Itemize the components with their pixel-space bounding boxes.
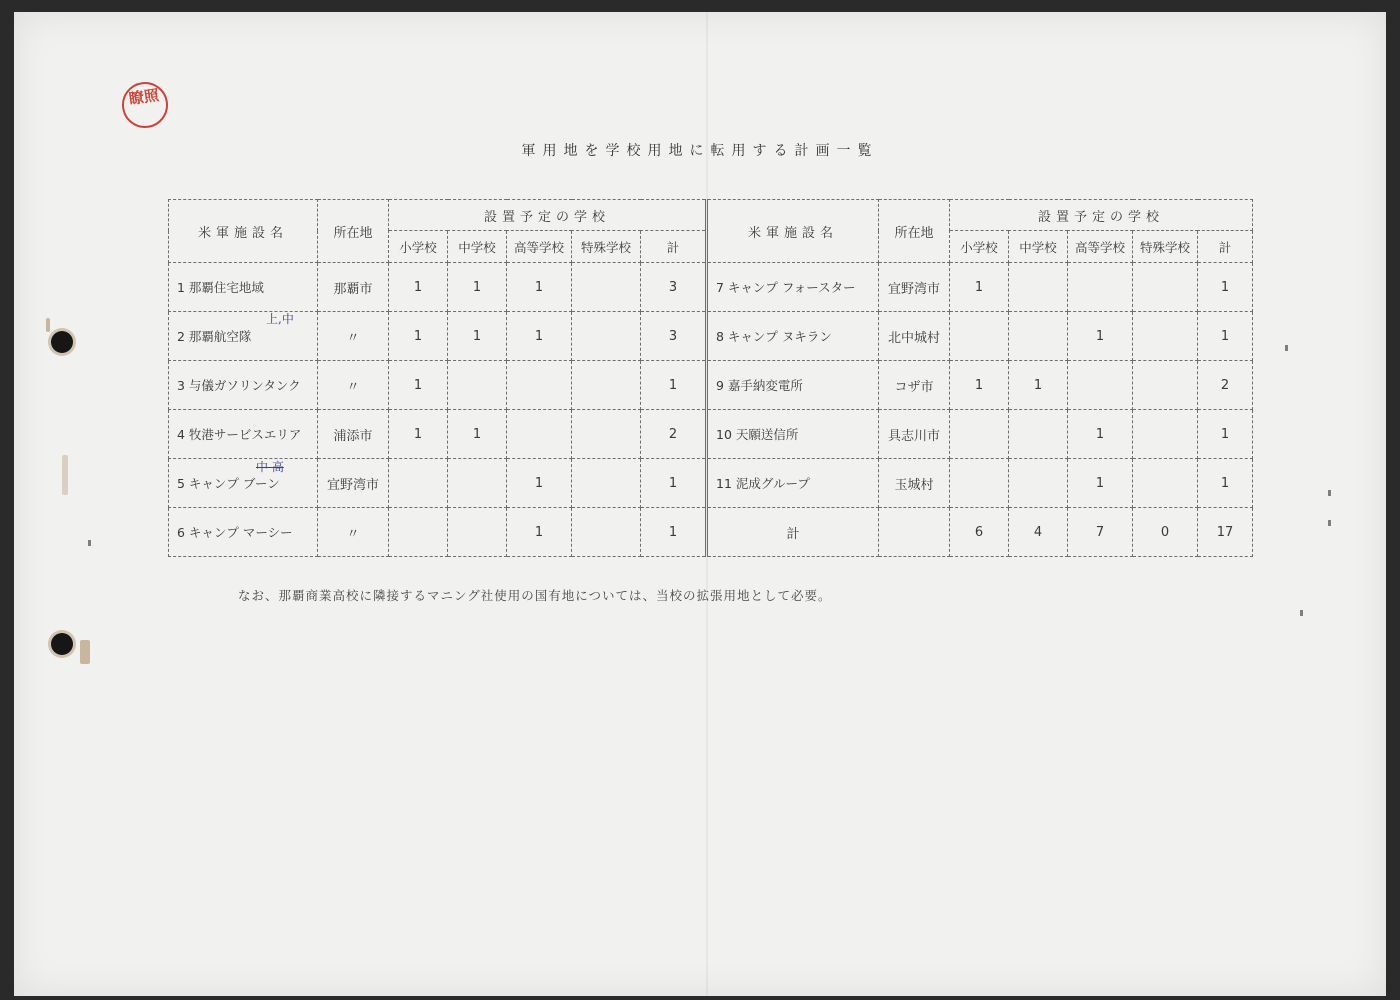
header-junior-high: 中学校: [448, 231, 507, 263]
special-cell: [1133, 263, 1198, 312]
header-total: 計: [1198, 231, 1253, 263]
rust-stain: [46, 318, 50, 332]
total-cell: 2: [1198, 361, 1253, 410]
edge-mark: [1328, 490, 1331, 496]
handwritten-note-row1: 上,中: [266, 312, 294, 326]
high-school-cell: 1: [507, 312, 572, 361]
total-cell: 1: [641, 361, 707, 410]
facility-name-cell: 6 キャンプ マーシー: [169, 508, 318, 557]
header-facility: 米軍施設名: [707, 200, 879, 263]
location-cell: 〃: [318, 312, 389, 361]
special-cell: [1133, 459, 1198, 508]
total-cell: 1: [1198, 410, 1253, 459]
junior-high-cell: 1: [448, 263, 507, 312]
high-school-cell: [1068, 361, 1133, 410]
elementary-cell: 1: [389, 410, 448, 459]
table-row: [169, 263, 1253, 312]
location-cell: 具志川市: [879, 410, 950, 459]
facility-name-cell: 11 泥成グループ: [707, 459, 879, 508]
special-cell: [572, 312, 641, 361]
location-cell: 〃: [318, 361, 389, 410]
header-high-school: 高等学校: [507, 231, 572, 263]
junior-high-cell: [1009, 410, 1068, 459]
high-school-cell: 1: [1068, 459, 1133, 508]
rust-stain: [80, 640, 90, 664]
punch-hole-top: [51, 331, 73, 353]
facility-name-cell: 10 天願送信所: [707, 410, 879, 459]
header-planned-schools: 設置予定の学校: [389, 200, 707, 231]
special-cell: [1133, 312, 1198, 361]
table-row: [169, 508, 1253, 557]
location-cell: 〃: [318, 508, 389, 557]
table-row: [169, 361, 1253, 410]
location-cell: 玉城村: [879, 459, 950, 508]
high-school-cell: 1: [507, 508, 572, 557]
junior-high-cell: [448, 361, 507, 410]
elementary-cell: [389, 459, 448, 508]
special-cell: [1133, 410, 1198, 459]
header-row: [169, 200, 1253, 231]
footnote: なお、那覇商業高校に隣接するマニング社使用の国有地については、当校の拡張用地として必要。: [238, 588, 832, 603]
header-facility: 米軍施設名: [169, 200, 318, 263]
junior-high-cell: [1009, 459, 1068, 508]
facility-name-cell: 7 キャンプ フォースター: [707, 263, 879, 312]
header-total: 計: [641, 231, 707, 263]
special-cell: [572, 508, 641, 557]
elementary-cell: 1: [389, 312, 448, 361]
red-seal-stamp: 瞭照: [119, 79, 171, 131]
junior-high-cell: [1009, 312, 1068, 361]
total-total-cell: 17: [1198, 508, 1253, 557]
special-cell: [572, 410, 641, 459]
high-school-cell: 1: [1068, 312, 1133, 361]
header-location: 所在地: [318, 200, 389, 263]
junior-high-cell: 1: [1009, 361, 1068, 410]
junior-high-cell: [448, 508, 507, 557]
facility-name-cell: 8 キャンプ ヌキラン: [707, 312, 879, 361]
table-row: [169, 410, 1253, 459]
total-junior-high-cell: 4: [1009, 508, 1068, 557]
total-cell: 1: [641, 508, 707, 557]
location-cell: 那覇市: [318, 263, 389, 312]
junior-high-cell: 1: [448, 410, 507, 459]
table-row: [169, 312, 1253, 361]
high-school-cell: 1: [1068, 410, 1133, 459]
rust-stain: [62, 455, 68, 495]
facility-name-cell: 2 那覇航空隊: [169, 312, 318, 361]
header-special: 特殊学校: [1133, 231, 1198, 263]
high-school-cell: [507, 361, 572, 410]
facility-name-cell: 9 嘉手納変電所: [707, 361, 879, 410]
facility-name-cell: 4 牧港サービスエリア: [169, 410, 318, 459]
header-high-school: 高等学校: [1068, 231, 1133, 263]
elementary-cell: 1: [389, 263, 448, 312]
location-cell: 北中城村: [879, 312, 950, 361]
document-title: 軍用地を学校用地に転用する計画一覧: [521, 143, 879, 159]
junior-high-cell: [1009, 263, 1068, 312]
header-special: 特殊学校: [572, 231, 641, 263]
location-cell: 宜野湾市: [879, 263, 950, 312]
edge-mark: [1300, 610, 1303, 616]
total-cell: 2: [641, 410, 707, 459]
high-school-cell: [1068, 263, 1133, 312]
special-cell: [1133, 361, 1198, 410]
special-cell: [572, 263, 641, 312]
elementary-cell: 1: [389, 361, 448, 410]
total-cell: 1: [1198, 312, 1253, 361]
elementary-cell: [950, 410, 1009, 459]
high-school-cell: [507, 410, 572, 459]
plan-table: [168, 199, 1253, 557]
elementary-cell: [950, 312, 1009, 361]
special-cell: [572, 459, 641, 508]
high-school-cell: 1: [507, 263, 572, 312]
location-cell: コザ市: [879, 361, 950, 410]
table-body: [169, 263, 1253, 557]
total-special-cell: 0: [1133, 508, 1198, 557]
location-cell: [879, 508, 950, 557]
totals-label-cell: 計: [707, 508, 879, 557]
header-elementary: 小学校: [950, 231, 1009, 263]
location-cell: 浦添市: [318, 410, 389, 459]
total-cell: 1: [1198, 263, 1253, 312]
total-elementary-cell: 6: [950, 508, 1009, 557]
facility-name-cell: 3 与儀ガソリンタンク: [169, 361, 318, 410]
junior-high-cell: 1: [448, 312, 507, 361]
high-school-cell: 1: [507, 459, 572, 508]
header-location: 所在地: [879, 200, 950, 263]
elementary-cell: 1: [950, 263, 1009, 312]
total-cell: 1: [1198, 459, 1253, 508]
punch-hole-bottom: [51, 633, 73, 655]
total-cell: 1: [641, 459, 707, 508]
header-junior-high: 中学校: [1009, 231, 1068, 263]
facility-name-cell: 1 那覇住宅地域: [169, 263, 318, 312]
junior-high-cell: [448, 459, 507, 508]
header-planned-schools: 設置予定の学校: [950, 200, 1253, 231]
edge-mark: [1328, 520, 1331, 526]
special-cell: [572, 361, 641, 410]
edge-mark: [88, 540, 91, 546]
elementary-cell: [950, 459, 1009, 508]
header-elementary: 小学校: [389, 231, 448, 263]
total-cell: 3: [641, 312, 707, 361]
total-cell: 3: [641, 263, 707, 312]
total-high-school-cell: 7: [1068, 508, 1133, 557]
location-cell: 宜野湾市: [318, 459, 389, 508]
handwritten-note-row4: 中 高: [256, 460, 284, 474]
edge-mark: [1285, 345, 1288, 351]
elementary-cell: 1: [950, 361, 1009, 410]
facility-name-cell: 5 キャンプ ブーン: [169, 459, 318, 508]
elementary-cell: [389, 508, 448, 557]
table-row: [169, 459, 1253, 508]
